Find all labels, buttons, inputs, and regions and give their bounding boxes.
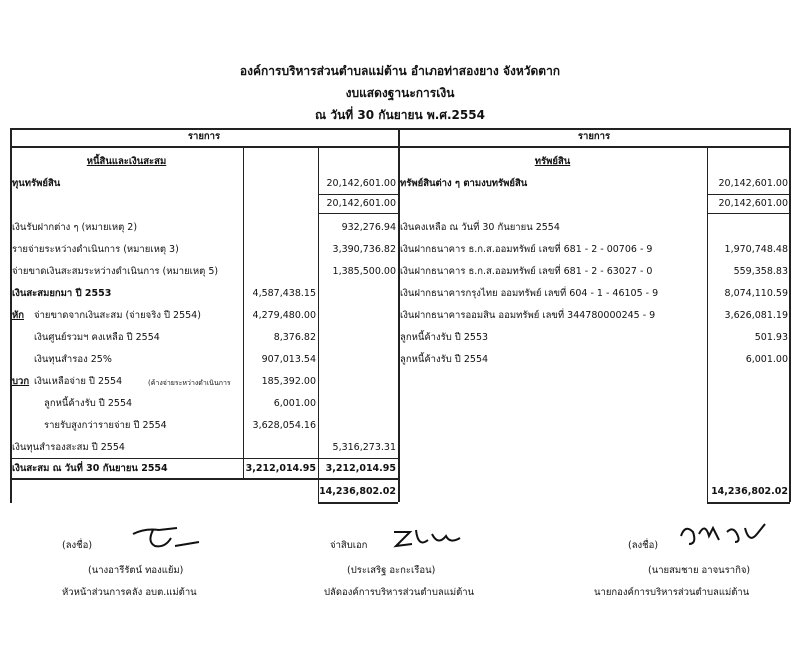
subtotal-line-left-2 bbox=[318, 213, 398, 214]
signer-name-1: (นางอารีรัตน์ ทองแย้ม) bbox=[88, 565, 184, 576]
left-row-label: จ่ายขาดเงินสะสมระหว่างดำเนินการ (หมายเหตุ 5) bbox=[12, 266, 219, 277]
right-row-value: 559,358.83 bbox=[733, 266, 788, 277]
left-row-col3: 5,316,273.31 bbox=[332, 442, 396, 453]
left-row-col2: 8,376.82 bbox=[273, 332, 316, 343]
row-line-2 bbox=[10, 478, 398, 480]
right-border bbox=[789, 128, 791, 502]
right-row-value: 501.93 bbox=[754, 332, 788, 343]
right-row-value: 20,142,601.00 bbox=[718, 198, 788, 209]
left-row-col3: 3,390,736.82 bbox=[332, 244, 396, 255]
right-row-label: ลูกหนี้ค้างรับ ปี 2554 bbox=[400, 354, 489, 365]
subtotal-line-left bbox=[318, 194, 398, 195]
right-row-value: 6,001.00 bbox=[745, 354, 788, 365]
table-top-line bbox=[10, 128, 790, 130]
left-row-label: รายจ่ายระหว่างดำเนินการ (หมายเหตุ 3) bbox=[12, 244, 179, 255]
left-row-label: จ่ายขาดจากเงินสะสม (จ่ายจริง ปี 2554) bbox=[34, 310, 201, 321]
header-bottom-line bbox=[10, 146, 790, 148]
signature-image-1 bbox=[125, 520, 205, 554]
left-row-label: เงินสะสมยกมา ปี 2553 bbox=[12, 288, 112, 299]
deduct-prefix: หัก bbox=[12, 310, 25, 321]
row-line bbox=[10, 458, 398, 459]
right-row-value: 1,970,748.48 bbox=[724, 244, 788, 255]
left-section-title: หนี้สินและเงินสะสม bbox=[86, 156, 167, 167]
left-row-col3: 20,142,601.00 bbox=[326, 198, 396, 209]
left-row-col2: 185,392.00 bbox=[261, 376, 316, 387]
left-row-label: ทุนทรัพย์สิน bbox=[12, 178, 61, 189]
left-row-label: เงินรับฝากต่าง ๆ (หมายเหตุ 2) bbox=[12, 222, 138, 233]
signer-name-2: (ประเสริฐ อะกะเรือน) bbox=[347, 565, 436, 576]
right-row-label: เงินฝากธนาคาร ธ.ก.ส.ออมทรัพย์ เลขที่ 681 - 2 - 00706 - 9 bbox=[400, 244, 653, 255]
subtotal-line-right bbox=[707, 194, 790, 195]
corner-mark bbox=[10, 502, 12, 503]
signer-name-3: (นายสมชาย อาจนรากิจ) bbox=[648, 565, 751, 576]
right-row-label: ลูกหนี้ค้างรับ ปี 2553 bbox=[400, 332, 489, 343]
statement-date: ณ วันที่ 30 กันยายน พ.ศ.2554 bbox=[315, 108, 485, 122]
right-section-title: ทรัพย์สิน bbox=[534, 156, 571, 167]
left-row-col3: 932,276.94 bbox=[341, 222, 396, 233]
left-row-col2: 3,628,054.16 bbox=[252, 420, 316, 431]
signature-image-2 bbox=[388, 520, 468, 554]
left-row-col3: 3,212,014.95 bbox=[325, 463, 396, 474]
right-row-value: 8,074,110.59 bbox=[724, 288, 788, 299]
left-row-col2: 907,013.54 bbox=[261, 354, 316, 365]
left-row-label: เงินเหลือจ่าย ปี 2554 bbox=[34, 376, 123, 387]
sign-label-3: (ลงชื่อ) bbox=[628, 540, 659, 551]
statement-title: งบแสดงฐานะการเงิน bbox=[345, 86, 455, 100]
signature-image-3 bbox=[675, 514, 775, 554]
left-row-col2: 6,001.00 bbox=[273, 398, 316, 409]
left-row-label: เงินทุนสำรอง 25% bbox=[34, 354, 112, 365]
right-row-label: เงินฝากธนาคารออมสิน ออมทรัพย์ เลขที่ 344780000245 - 9 bbox=[400, 310, 656, 321]
subtotal-line-right-2 bbox=[707, 213, 790, 214]
left-row-label: เงินทุนสำรองสะสม ปี 2554 bbox=[12, 442, 125, 453]
signer-position-1: หัวหน้าส่วนการคลัง อบต.แม่ต้าน bbox=[62, 587, 197, 598]
org-title: องค์การบริหารส่วนตำบลแม่ต้าน อำเภอท่าสองยาง จังหวัดตาก bbox=[239, 64, 561, 78]
left-row-col2: 3,212,014.95 bbox=[245, 463, 316, 474]
right-row-value: 20,142,601.00 bbox=[718, 178, 788, 189]
total-line-right bbox=[707, 502, 790, 504]
right-row-label: เงินฝากธนาคาร ธ.ก.ส.ออมทรัพย์ เลขที่ 681 - 2 - 63027 - 0 bbox=[400, 266, 653, 277]
right-row-label: ทรัพย์สินต่าง ๆ ตามงบทรัพย์สิน bbox=[400, 178, 528, 189]
add-prefix: บวก bbox=[12, 376, 30, 387]
left-row-label: ลูกหนี้ค้างรับ ปี 2554 bbox=[44, 398, 133, 409]
left-row-col2: 4,279,480.00 bbox=[252, 310, 316, 321]
right-row-label: เงินคงเหลือ ณ วันที่ 30 กันยายน 2554 bbox=[400, 222, 560, 233]
col-header-left: รายการ bbox=[187, 131, 221, 142]
right-row-value: 3,626,081.19 bbox=[724, 310, 788, 321]
sign-label-1: (ลงชื่อ) bbox=[62, 540, 93, 551]
left-row-note: (ค้างจ่ายระหว่างดำเนินการ bbox=[148, 379, 231, 387]
left-row-label: เงินสะสม ณ วันที่ 30 กันยายน 2554 bbox=[12, 463, 168, 474]
col-header-right: รายการ bbox=[577, 131, 611, 142]
left-total: 14,236,802.02 bbox=[319, 486, 396, 497]
sign-label-2: จ่าสิบเอก bbox=[330, 540, 368, 551]
total-line-left bbox=[318, 502, 398, 504]
signer-position-2: ปลัดองค์การบริหารส่วนตำบลแม่ต้าน bbox=[324, 587, 475, 598]
right-total: 14,236,802.02 bbox=[711, 486, 788, 497]
left-row-label: รายรับสูงกว่ารายจ่าย ปี 2554 bbox=[44, 420, 167, 431]
signer-position-3: นายกองค์การบริหารส่วนตำบลแม่ต้าน bbox=[594, 587, 750, 598]
left-row-col3: 1,385,500.00 bbox=[332, 266, 396, 277]
left-row-col2: 4,587,438.15 bbox=[252, 288, 316, 299]
right-row-label: เงินฝากธนาคารกรุงไทย ออมทรัพย์ เลขที่ 604 - 1 - 46105 - 9 bbox=[400, 288, 659, 299]
left-row-col3: 20,142,601.00 bbox=[326, 178, 396, 189]
left-row-label: เงินศูนย์รวมฯ คงเหลือ ปี 2554 bbox=[34, 332, 160, 343]
